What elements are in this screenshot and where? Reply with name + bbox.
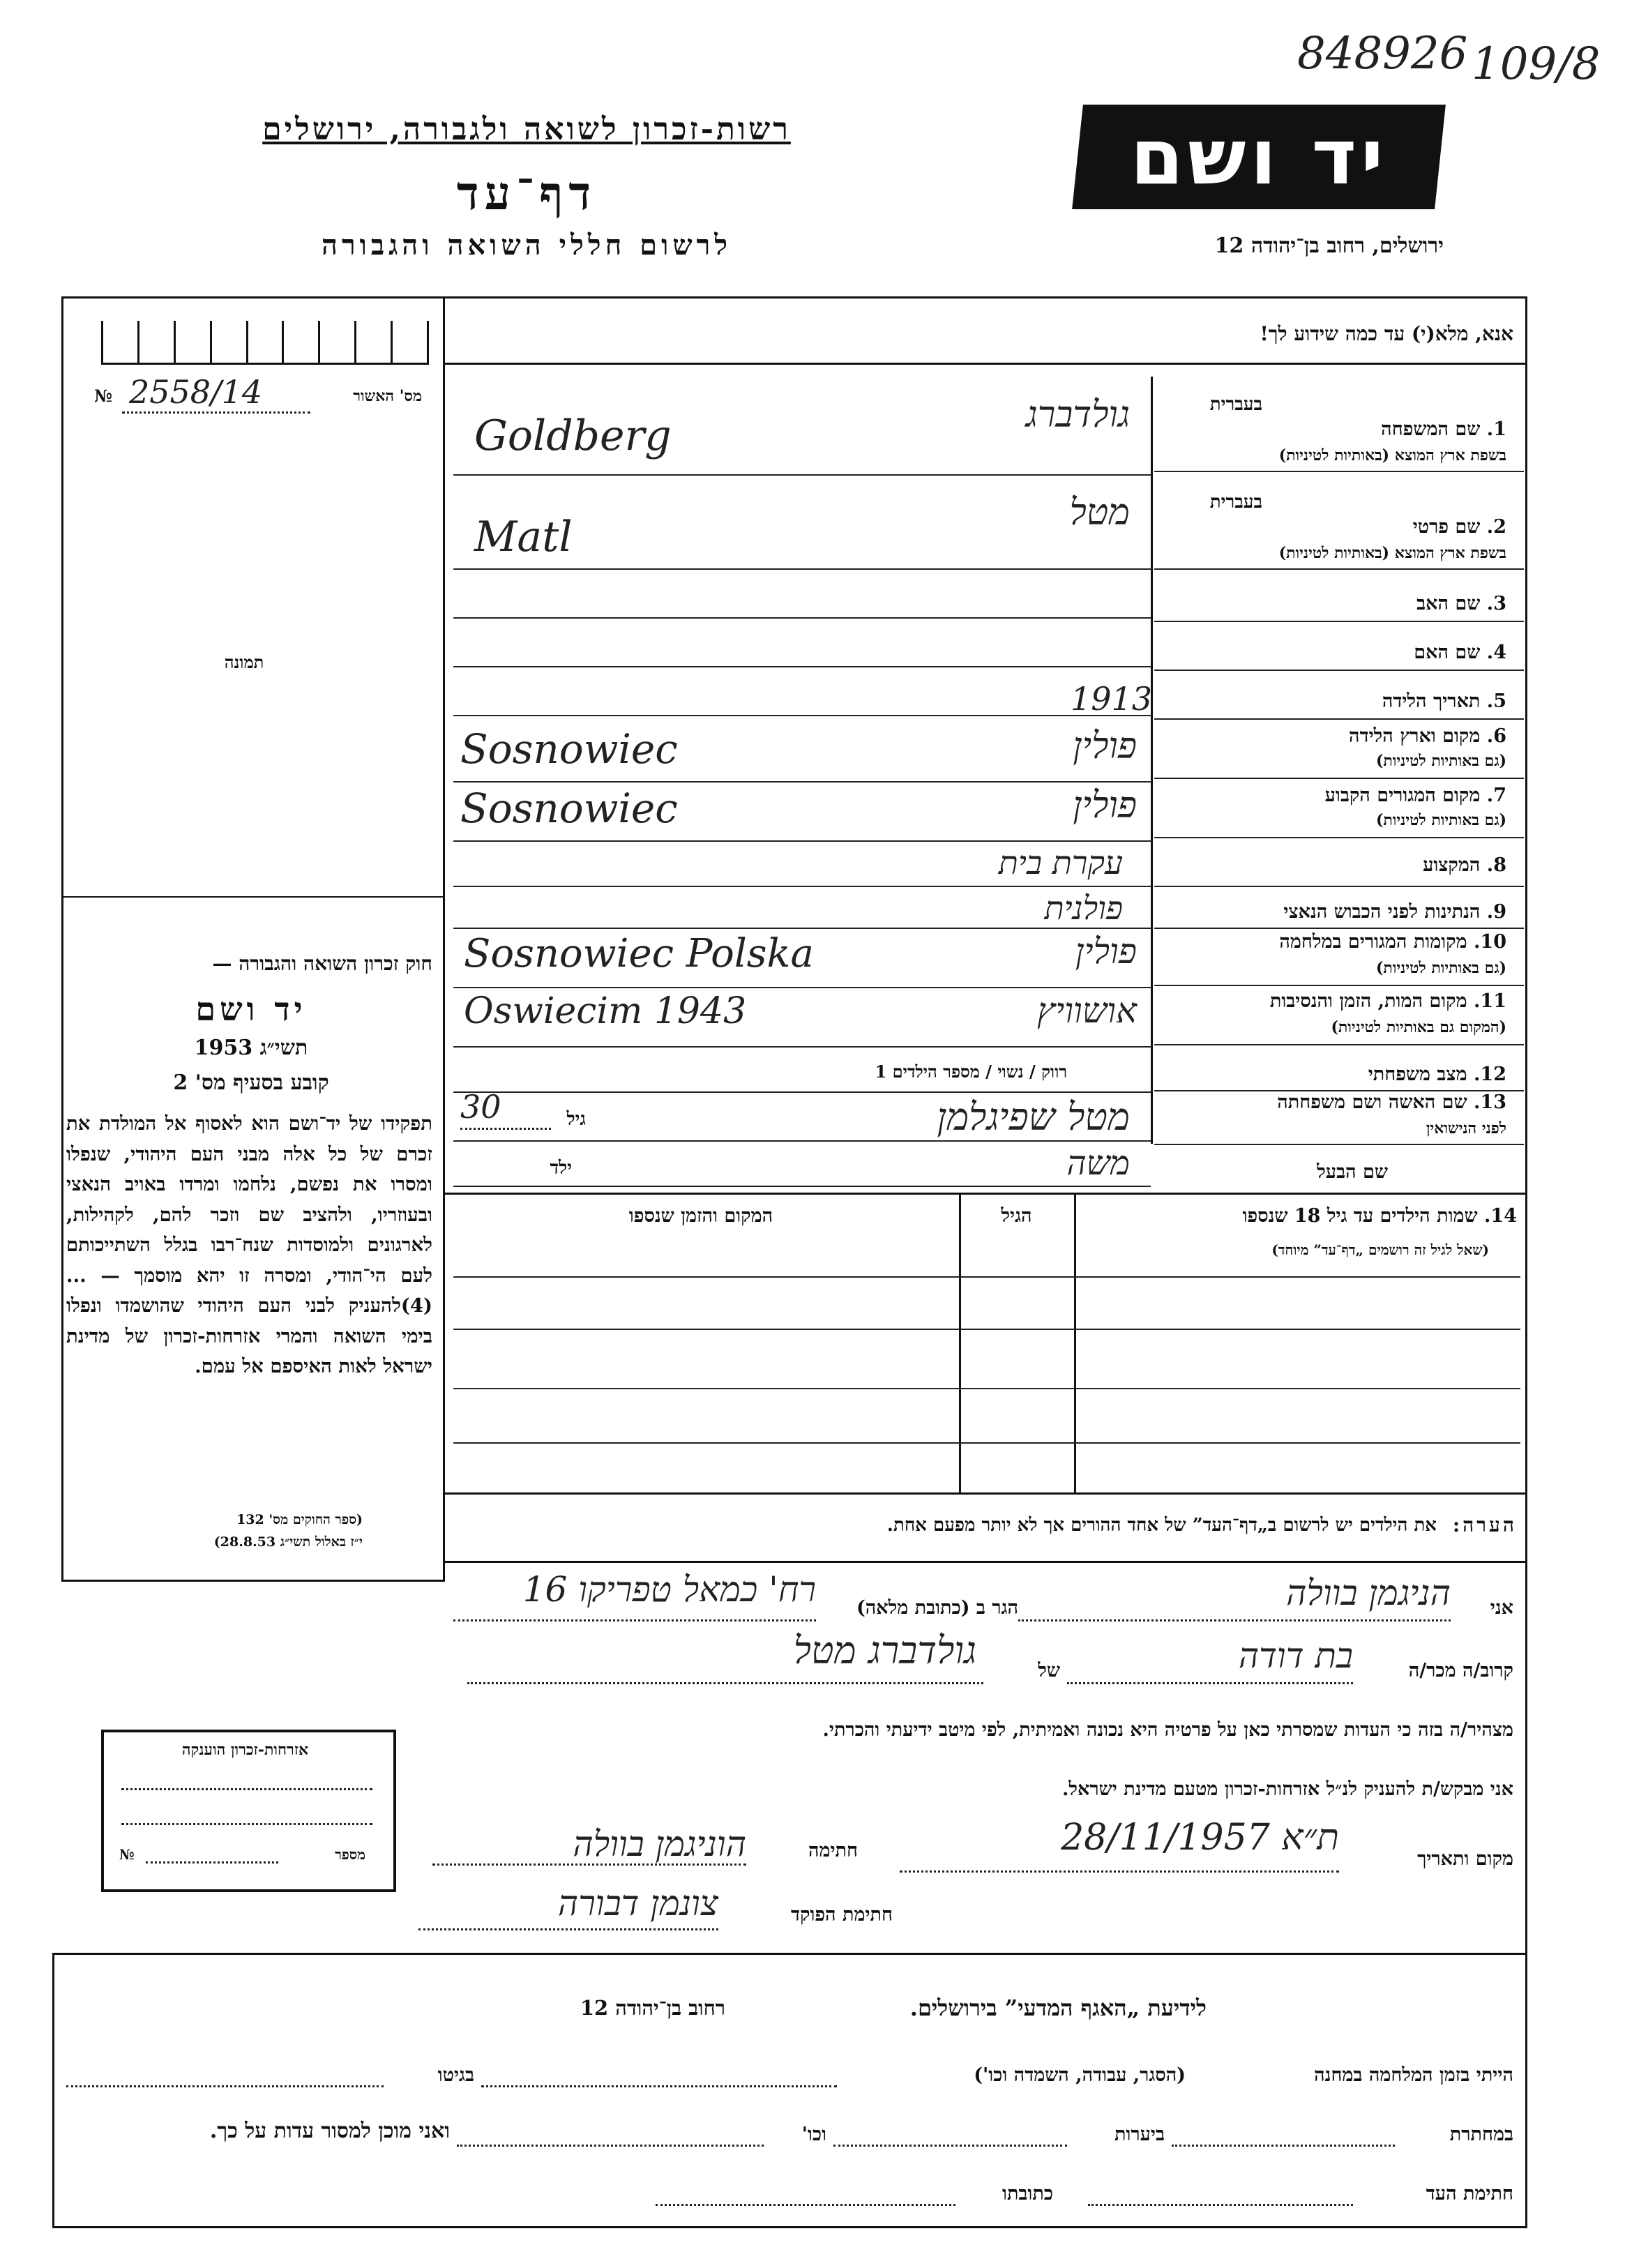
row-rule [453,666,1151,667]
witness-address-line [656,2204,955,2206]
children-label [1084,1205,1517,1227]
of-label: של [1038,1660,1060,1681]
field-2-text: שם פרטי [1412,516,1481,538]
label-rule [1154,928,1524,929]
remark-bottom [443,1561,1527,1563]
field-9-text: הנתינות לפני הכבוש הנאצי [1283,901,1481,923]
field-7-latin-value: Sosnowiec [460,785,678,832]
children-row [453,1329,1520,1330]
field-13-text: שם האשה ושם משפחתה [1277,1091,1467,1113]
field-4-text: שם האם [1414,642,1481,663]
document-title: דף־עד [456,166,597,220]
relative-label: קרוב/ה מכר/ה [1408,1660,1513,1681]
field-13-note: לפני הנישואין [1426,1119,1506,1137]
spouse-hebrew-value: מטל שפיגלמן [937,1095,1130,1139]
approval-label: מס' האשור [353,387,422,405]
frame-top [61,296,1527,298]
frame-left [61,296,63,1580]
label-rule [1154,670,1524,671]
field-13-number: 13. [1474,1091,1506,1113]
field-5-number: 5. [1486,690,1506,712]
relation-line [1067,1682,1353,1684]
officer-value: צונמן דבורה [557,1883,718,1923]
field-8-value: עקרת בית [998,844,1123,882]
place-date-value: ת״א 28/11/1957 [1061,1817,1339,1859]
field-7-text: מקום המגורים הקבוע [1324,785,1481,806]
field-4-number: 4. [1486,642,1506,663]
row-rule [453,1140,1151,1142]
photo-label: תמונה [224,652,264,672]
field-3-label [1158,593,1506,614]
age-label: גיל [566,1109,586,1130]
gazette-ref-1: (ספר החוקים מס' 132 [236,1512,363,1527]
resides-label: הגר ב (כתובת מלאה) [856,1597,1018,1619]
footer-bottom [52,2226,1527,2228]
etc-label: וכו' [801,2124,826,2145]
label-rule [1154,886,1524,887]
field-11-label [1158,990,1506,1012]
field-11-number: 11. [1474,990,1506,1012]
witness-address-label: כתובתו [1002,2183,1053,2205]
i-label: אני [1490,1597,1513,1619]
field-6-hebrew-value: פולין [1073,725,1137,767]
field-11-note: (המקום גם באותיות לטיניות) [1331,1018,1506,1036]
signature-line [432,1863,746,1866]
law-text: תפקידו של יד־ושם הוא לאסוף אל המולדת את זכרם של כל אלה מבני העם היהודי, שנפלו ומסרו את נפשם, נלחמו ומרדו באויב הנאצי ובעוזריו, ולהציב שם וזכר להם, לקהילות, לארגונים ולמוסדות שנח־רבו בגלל השתייכותם לעם הי־הודי, ומסרה זו יהא מוסמך — ...(4)להעניק לבני העם היהודי שהושמדו ונפלו בימי השואה והמרי אזרחות-זכרון של מדינת ישראל לאות האיספם אל עמם. [66,1112,432,1377]
field-3-number: 3. [1486,593,1506,614]
declarant-line [1018,1619,1451,1621]
ready-to-testify: ואני מוכן למסור עדות על כך. [209,2119,450,2143]
stamp-line [121,1823,372,1825]
handwritten-number: 848926 [1297,28,1468,80]
stamp-no-label: מספר [335,1846,365,1863]
row-rule [453,840,1151,842]
label-rule [1154,718,1524,720]
camp-type-note: (הסגר, עבודה, השמדה וכו') [974,2064,1186,2086]
field-10-latin-value: Sosnowiec Polska [464,931,814,976]
field-7-hebrew-value: פולין [1073,785,1137,826]
citizenship-stamp [101,1730,396,1892]
label-rule [1154,778,1524,779]
signature-label: חתימה [808,1840,858,1861]
row-rule [453,1186,1151,1187]
field-12-text: מצב משפחתי [1368,1064,1467,1085]
field-1-text: שם המשפחה [1381,418,1481,440]
children-col-divider-1 [959,1193,961,1492]
law-clause: קובע בסעיף מס' 2 [173,1071,329,1095]
forests-line [833,2145,1067,2147]
of-line [467,1682,983,1684]
field-10-label [1158,931,1506,953]
field-2-latin-note: בשפת ארץ המוצא (באותיות לטיניות) [1278,544,1506,562]
relation-value: בת דודה [1238,1635,1353,1676]
field-6-label [1158,725,1506,747]
form-intro: אנא, מלא(י) עד כמה שידוע לך! [1260,322,1513,345]
hebrew-label-1: בעברית [1209,394,1262,415]
husband-label: שם הבעל [1317,1161,1388,1183]
approval-number-line [122,411,310,414]
children-table-top [443,1193,1527,1195]
stamp-no-prefix: № [119,1846,135,1863]
row-rule [453,715,1151,716]
field-2-latin-value: Matl [474,513,573,561]
field-7-note: (גם באותיות לטיניות) [1375,811,1506,829]
ghetto-label: בגיטו [437,2064,474,2086]
children-note: (שאל לגיל זה רושמים „דף־עד” מיוחד) [1271,1241,1489,1258]
place-date-label: מקום ותאריך [1417,1848,1513,1870]
institution-name: רשות-זכרון לשואה ולגבורה, ירושלים [262,112,791,147]
place-date-line [900,1870,1339,1873]
children-table-bottom [443,1492,1527,1495]
logo-text: יד ושם [1130,112,1388,202]
label-rule [1154,1044,1524,1045]
husband-value: משה [1066,1144,1130,1183]
field-8-number: 8. [1486,854,1506,876]
row-rule [453,1046,1151,1048]
statement-1: מצהיר/ה בזה כי העדות שמסרתי כאן על פרטיה היא נכונה ואמיתית, לפי מיטב ידיעתי והכרתי. [822,1719,1513,1741]
row-rule [453,987,1151,988]
field-8-label [1158,854,1506,876]
field-12-number: 12. [1474,1064,1506,1085]
hebrew-label-2: בעברית [1209,492,1262,513]
children-number: 14. [1484,1205,1517,1227]
row-rule [453,1091,1151,1093]
handwritten-number-2: 109/8 [1472,38,1601,90]
label-rule [1154,1144,1524,1145]
label-rule [1154,985,1524,986]
officer-line [418,1928,718,1930]
document-subtitle: לרשום חללי השואה והגבורה [321,229,732,262]
row-rule [453,886,1151,887]
sidebar-divider [443,296,445,1580]
etc-line [457,2145,764,2147]
footer-top [52,1953,1527,1955]
age-value: 30 [460,1088,501,1126]
footer-address: רחוב בן־יהודה 12 [580,1996,725,2020]
label-rule [1154,837,1524,838]
field-1-latin-note: בשפת ארץ המוצא (באותיות לטיניות) [1278,446,1506,464]
statement-2: אני מבקש/ת להעניק לנ״ל אזרחות-זכרון מטעם מדינת ישראל. [1062,1778,1513,1800]
address-line [453,1619,816,1621]
label-rule [1154,621,1524,622]
field-1-label [1158,418,1506,440]
witness-signature-label: חתימת העד [1426,2183,1513,2205]
field-10-text: מקומות המגורים במלחמה [1279,931,1467,953]
camp-line [481,2085,837,2087]
officer-label: חתימת הפוקד [791,1904,893,1926]
field-5-label [1158,690,1506,712]
label-column-divider [1151,377,1153,1144]
witness-signature-line [1088,2204,1353,2206]
field-11-latin-value: Oswiecim 1943 [464,990,747,1032]
children-text: שמות הילדים עד גיל 18 שנספו [1242,1205,1478,1227]
children-row [453,1388,1520,1389]
field-2-hebrew-value: מטל [1069,492,1130,534]
of-value: גולדברג מטל [793,1628,976,1672]
field-1-latin-value: Goldberg [474,411,672,460]
field-1-hebrew-value: גולדברג [1025,394,1130,436]
field-2-number: 2. [1486,516,1506,538]
field-6-latin-value: Sosnowiec [460,725,678,773]
field-6-note: (גם באותיות לטיניות) [1375,752,1506,770]
children-col-age: הגיל [1001,1205,1032,1227]
label-rule [1154,471,1524,472]
field-10-hebrew-value: פולין [1075,931,1137,972]
children-row [453,1276,1520,1278]
approval-number: 2558/14 [129,373,263,411]
frame-right [1525,296,1527,2228]
law-title: חוק זכרון השואה והגבורה — [212,952,432,975]
field-12-label [1158,1064,1506,1085]
field-11-hebrew-value: אושוויץ [1037,990,1137,1031]
field-6-text: מקום וארץ הלידה [1349,725,1481,747]
address-value: רח' כמאל טפריקו 16 [522,1569,816,1610]
field-9-label [1158,901,1506,923]
field-8-text: המקצוע [1423,854,1481,876]
footer-left [52,1953,54,2228]
field-10-note: (גם באותיות לטיניות) [1375,959,1506,977]
remark-label: הערה: [1452,1513,1517,1536]
remark-text: את הילדים יש לרשום ב„דף־העד” של אחד ההורים אך לא יותר מפעם אחת. [886,1515,1437,1536]
approval-ticks [101,321,429,365]
gazette-ref-2: י״ז באלול תשי״ג 28.8.53) [213,1534,363,1550]
row-rule [453,781,1151,783]
underground-label: במחתרת [1449,2124,1513,2145]
field-12-value: רווק / נשוי / מספר הילדים 1 [875,1061,1067,1082]
sidebar-bottom [61,1580,445,1582]
label-rule [1154,568,1524,570]
field-6-number: 6. [1486,725,1506,747]
declarant-name: הניגמן בוולה [1286,1573,1451,1613]
law-year: תשי״ג 1953 [194,1036,308,1060]
address: ירושלים, רחוב בן־יהודה 12 [1214,234,1444,258]
field-3-text: שם האב [1416,593,1481,614]
born-label: ילד [550,1158,572,1179]
row-rule [453,928,1151,929]
forests-label: ביערות [1114,2124,1165,2145]
stamp-no-line [146,1861,278,1863]
row-rule [453,617,1151,619]
children-col-place-time: המקום והזמן שנספו [628,1205,773,1227]
field-11-text: מקום המות, הזמן והנסיבות [1269,990,1467,1012]
field-9-value: פולנית [1044,889,1123,927]
field-5-text: תאריך הלידה [1382,690,1481,712]
field-10-number: 10. [1474,931,1506,953]
field-7-label [1158,785,1506,806]
form-intro-rule [443,363,1527,365]
stamp-title: אזרחות-זכרון הוענקה [181,1741,309,1759]
signature-value: הוניגמן בוולה [573,1824,746,1864]
law-name: יד ושם [195,990,307,1028]
field-13-label [1158,1091,1506,1113]
field-1-number: 1. [1486,418,1506,440]
field-7-number: 7. [1486,785,1506,806]
children-row [453,1442,1520,1444]
stamp-line [121,1788,372,1790]
field-9-number: 9. [1486,901,1506,923]
ghetto-line [66,2085,384,2087]
underground-line [1172,2145,1395,2147]
row-rule [453,474,1151,476]
row-rule [453,568,1151,570]
field-4-label [1158,642,1506,663]
yad-vashem-logo [1072,105,1446,209]
field-5-value: 1913 [1071,680,1153,718]
field-2-label [1158,516,1506,538]
children-col-divider-2 [1074,1193,1076,1492]
approval-number-prefix: № [94,386,113,406]
camp-label: הייתי בזמן המלחמה במחנה [1314,2064,1513,2086]
footer-title: לידיעת „האגף המדעי” בירושלים. [909,1995,1207,2021]
photo-box-bottom [63,896,443,898]
age-line [460,1128,551,1130]
